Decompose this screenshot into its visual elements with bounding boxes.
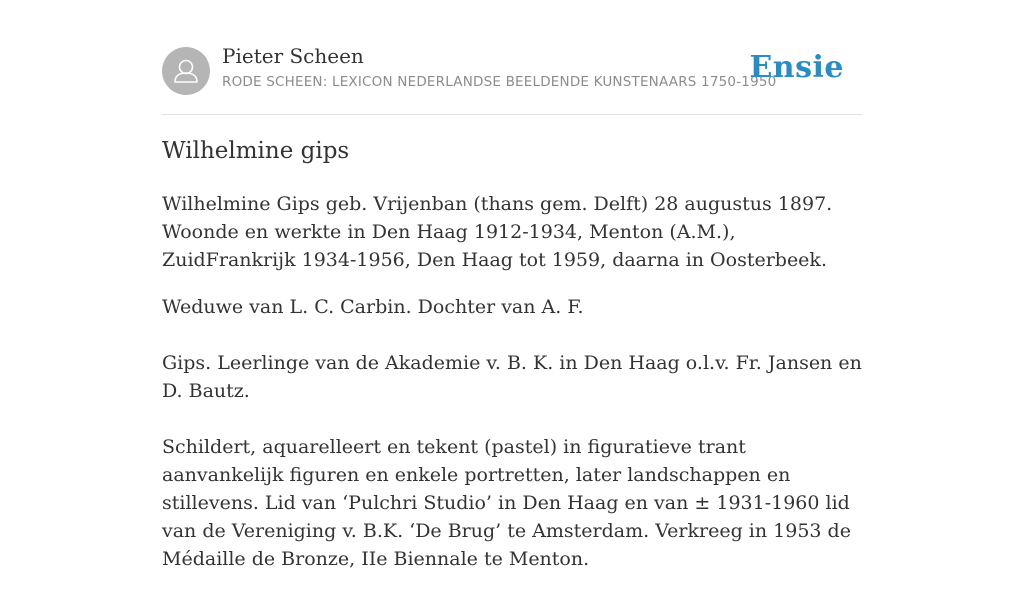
author-avatar[interactable] bbox=[162, 47, 210, 95]
ensie-logo[interactable]: Ensie bbox=[749, 50, 844, 85]
article-body bbox=[162, 190, 862, 592]
paragraph: Schildert, aquarelleert en tekent (pastel) in figuratieve trant aanvankelijk figuren en enkele portretten, later landschappen en stillevens. Lid van ‘Pulchri Studio’ in Den Haag en van ± 1931-1960 lid van de Vereniging v. B.K. ‘De Brug’ te Amsterdam. Verkreeg in 1953 de Médaille de Bronze, IIe Biennale te Menton. bbox=[162, 436, 851, 570]
author-name[interactable]: Pieter Scheen bbox=[222, 44, 364, 68]
user-placeholder-icon bbox=[162, 47, 210, 95]
article-title: Wilhelmine gips bbox=[162, 138, 350, 164]
paragraph: Wilhelmine Gips geb. Vrijenban (thans gem. Delft) 28 augustus 1897. Woonde en werkte in Den Haag 1912-1934, Menton (A.M.), ZuidFrankrijk 1934-1956, Den Haag tot 1959, daarna in Oosterbeek. bbox=[162, 193, 833, 271]
source-title[interactable]: RODE SCHEEN: LEXICON NEDERLANDSE BEELDENDE KUNSTENAARS 1750-1950 bbox=[222, 74, 777, 90]
article-header bbox=[162, 0, 862, 115]
paragraph: Gips. Leerlinge van de Akademie v. B. K. in Den Haag o.l.v. Fr. Jansen en D. Bautz. bbox=[162, 352, 862, 402]
paragraph: Weduwe van L. C. Carbin. Dochter van A. F. bbox=[162, 296, 584, 318]
page bbox=[162, 0, 862, 570]
